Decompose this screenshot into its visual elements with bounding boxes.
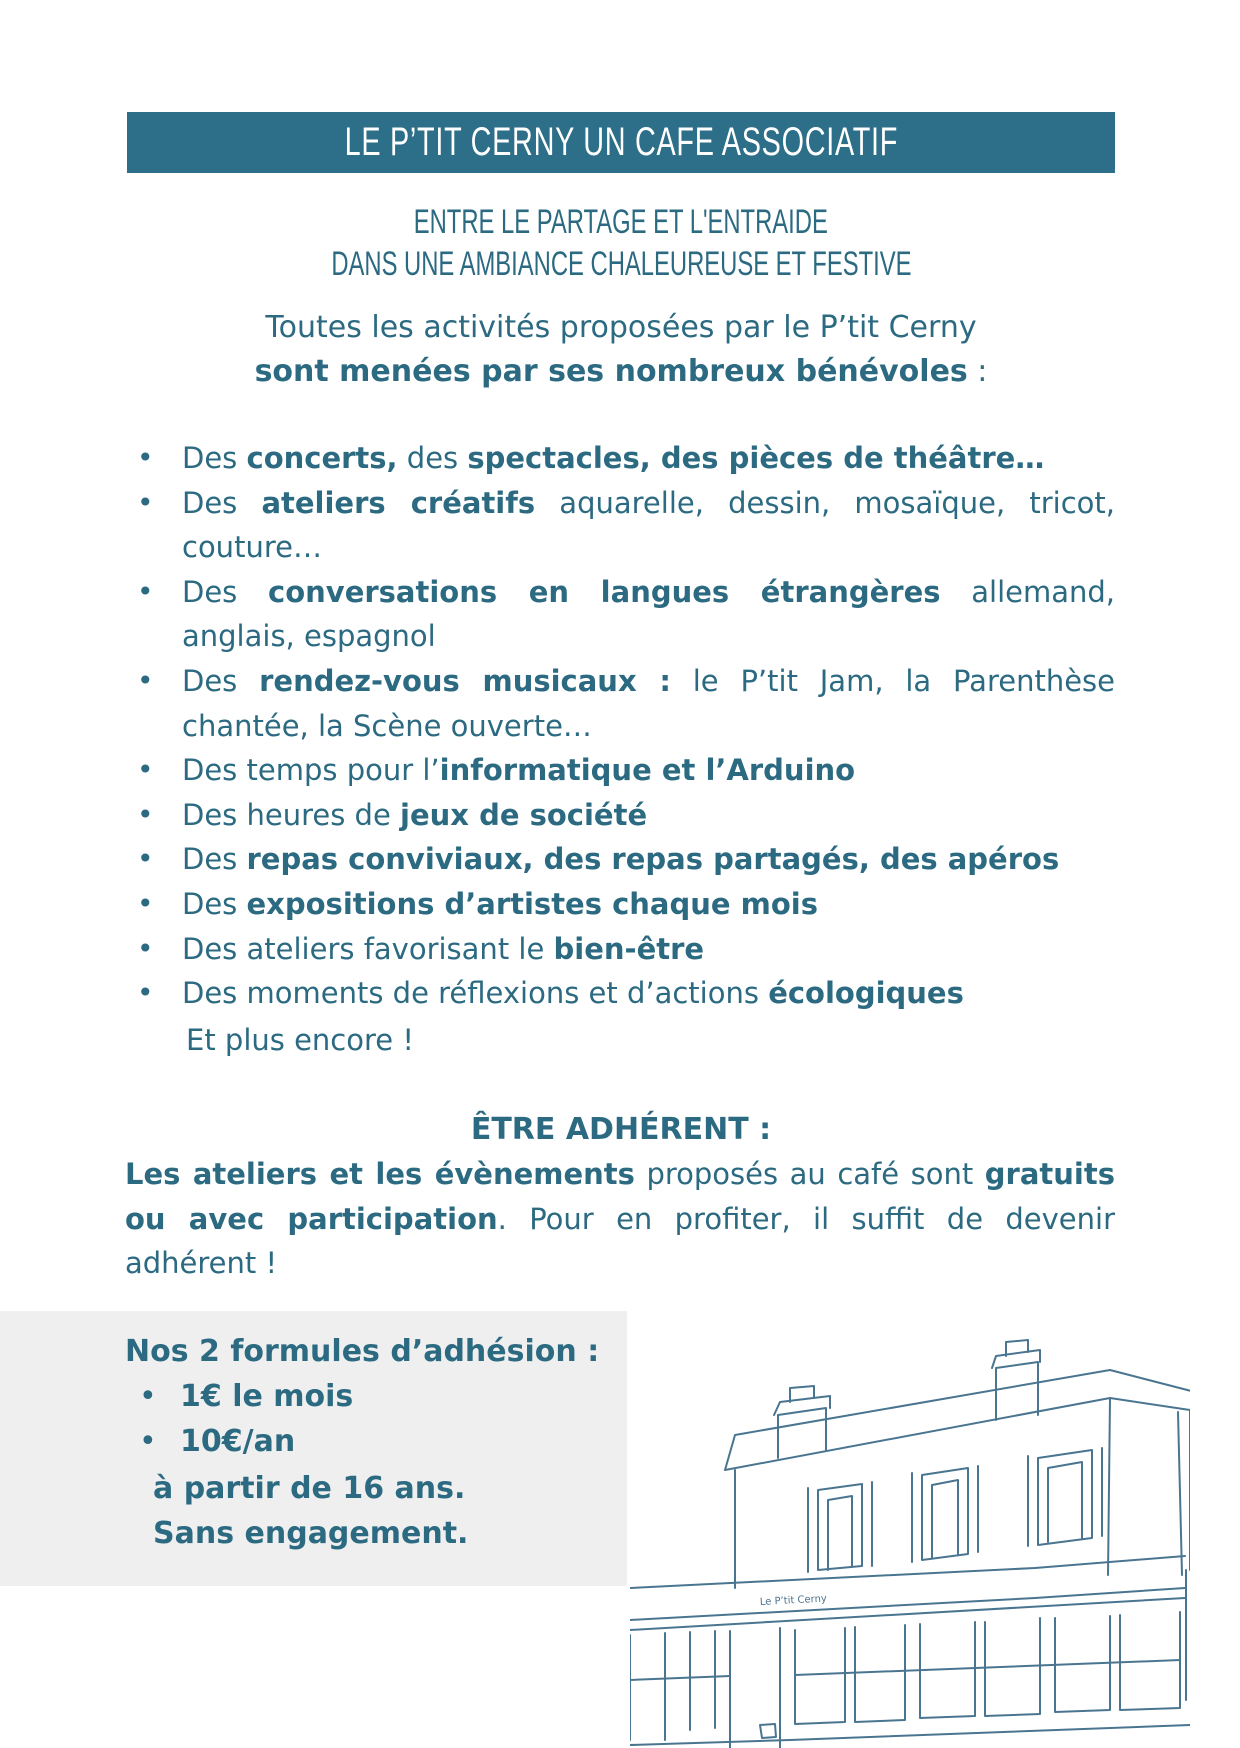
list-item: • 10€/an <box>125 1419 353 1464</box>
page-title: LE P’TIT CERNY UN CAFE ASSOCIATIF <box>344 120 898 164</box>
formulas-title: Nos 2 formules d’adhésion : <box>125 1334 600 1369</box>
more-text: Et plus encore ! <box>186 1023 414 1057</box>
intro-bold: sont menées par ses nombreux bénévoles <box>254 354 968 389</box>
intro-line-2 <box>127 350 1115 394</box>
formulas-list <box>125 1374 353 1464</box>
commitment-condition: Sans engagement. <box>153 1516 469 1551</box>
cafe-building-illustration <box>630 1320 1190 1748</box>
list-item: • Des concerts, des spectacles, des pièces de théâtre… <box>127 436 1115 481</box>
intro-tail: : <box>967 354 988 389</box>
list-item: • Des ateliers favorisant le bien-être <box>127 927 1115 972</box>
subtitle-line-2: DANS UNE AMBIANCE CHALEUREUSE ET FESTIVE <box>330 245 912 283</box>
building-sign: Le P’tit Cerny <box>759 1593 828 1608</box>
title-banner <box>127 112 1115 173</box>
membership-title: ÊTRE ADHÉRENT : <box>470 1112 772 1147</box>
list-item: • Des conversations en langues étrangères allemand, anglais, espagnol <box>127 570 1115 659</box>
list-item: • Des heures de jeux de société <box>127 793 1115 838</box>
membership-text: Les ateliers et les évènements proposés au café sont gratuits ou avec participation. Pour en profiter, il suffit de devenir adhérent ! <box>125 1157 1115 1281</box>
activities-list <box>127 436 1115 1016</box>
list-item: • Des expositions d’artistes chaque mois <box>127 882 1115 927</box>
list-item: • 1€ le mois <box>125 1374 353 1419</box>
subtitle-line-1: ENTRE LE PARTAGE ET L'ENTRAIDE <box>413 203 829 241</box>
list-item: • Des temps pour l’informatique et l’Arduino <box>127 748 1115 793</box>
list-item: • Des rendez-vous musicaux : le P’tit Jam, la Parenthèse chantée, la Scène ouverte… <box>127 659 1115 748</box>
list-item: • Des repas conviviaux, des repas partagés, des apéros <box>127 837 1115 882</box>
list-item: • Des ateliers créatifs aquarelle, dessin, mosaïque, tricot, couture… <box>127 481 1115 570</box>
intro-line-1: Toutes les activités proposées par le P’tit Cerny <box>265 310 977 345</box>
list-item: • Des moments de réflexions et d’actions écologiques <box>127 971 1115 1016</box>
age-condition: à partir de 16 ans. <box>153 1471 466 1506</box>
